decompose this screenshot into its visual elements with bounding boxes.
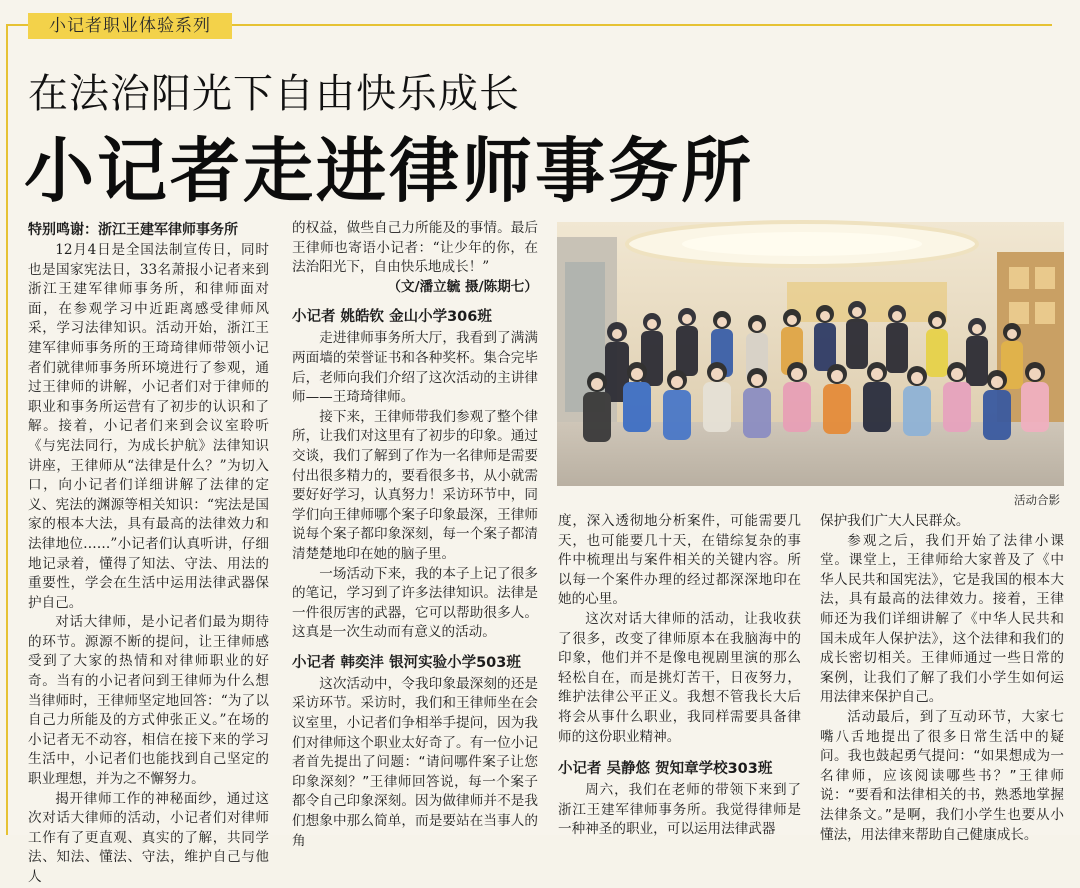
series-tag: 小记者职业体验系列 xyxy=(28,13,232,39)
acknowledgement: 特别鸣谢：浙江王建军律师事务所 xyxy=(28,221,238,237)
paragraph: 揭开律师工作的神秘面纱，通过这次对话大律师的活动，小记者们对律师工作有了更直观、真实的了解，共同学法、知法、懂法、守法，维护自己与他人 xyxy=(28,790,269,885)
lead-paragraph: 12月4日是全国法制宣传日，同时也是国家宪法日，33名萧报小记者来到浙江王建军律师事务所，和律师面对面，在参观学习中近距离感受律师风采，学习法律知识。活动开始，浙江王建军律师事务所的王琦琦律师带领小记者们就律师事务所环境进行了参观，通过王律师的讲解，小记者们对于律师的职业和事务所运营有了初步的认识和了解。接着，小记者们来到会议室聆听《与宪法同行，为成长护航》法律知识讲座，王律师从“法律是什么？”为切入口，向小记者们详细讲解了法律的定义、宪法的渊源等相关知识：“宪法是国家的根本大法，具有最高的法律效力和法律地位……”小记者们认真听讲，仔细地记录着，懂得了知法、守法、用法的重要性，学会在生活中运用法律武器保护自己。 xyxy=(28,242,269,611)
article-column-1 xyxy=(28,219,269,888)
main-headline: 小记者走进律师事务所 xyxy=(24,130,754,212)
paragraph: 接下来，王律师带我们参观了整个律所，让我们对这里有了初步的印象。通过交谈，我们了解到了作为一名律师是需要付出很多精力的，要看很多书，从小就需要好好学习，认真努力！采访环节中，同学们向王律师哪个案子印象最深，王律师说每个案子都印象深刻，每一个案子都清清楚楚地印在她的脑子里。 xyxy=(292,408,538,562)
group-photo-image xyxy=(557,222,1064,486)
photo-caption: 活动合影 xyxy=(1014,493,1060,507)
paragraph: 参观之后，我们开始了法律小课堂。课堂上，王律师给大家普及了《中华人民共和国宪法》，它是我国的根本大法，具有最高的法律效力。接着，王律师还为我们详细讲解了《中华人民共和国未成年人保护法》，这个法律和我们的成长密切相关。王律师通过一些日常的案例，让我们了解了我们小学生如何运用法律来保护自己。 xyxy=(820,532,1064,706)
paragraph: 走进律师事务所大厅，我看到了满满两面墙的荣誉证书和各种奖杯。集合完毕后，老师向我们介绍了这次活动的主讲律师——王琦琦律师。 xyxy=(292,330,538,406)
paragraph: 周六，我们在老师的带领下来到了浙江王建军律师事务所。我觉得律师是一种神圣的职业，可以运用法律武器 xyxy=(558,782,801,838)
group-photo xyxy=(557,222,1064,486)
paragraph: 保护我们广大人民群众。 xyxy=(820,513,970,529)
reporter-byline: 小记者 韩奕沣 银河实验小学503班 xyxy=(292,654,521,671)
paragraph: 一场活动下来，我的本子上记了很多的笔记，学习到了许多法律知识。法律是一件很厉害的武器，它可以帮助很多人。这真是一次生动而有意义的活动。 xyxy=(292,565,538,641)
photo-credit: （文/潘立毓 摄/陈期七） xyxy=(387,278,538,295)
reporter-byline: 小记者 吴静悠 贺知章学校303班 xyxy=(558,761,773,778)
paragraph: 对话大律师，是小记者们最为期待的环节。源源不断的提问，让王律师感受到了大家的热情和对律师职业的好奇。当有的小记者问到王律师为什么想当律师时，王律师坚定地回答：“为了以自己力所能及的方式伸张正义。”在场的小记者无不动容，相信在接下来的学习生活中，小记者们也能找到自己坚定的职业理想，并为之不懈努力。 xyxy=(28,614,269,788)
paragraph: 这次对话大律师的活动，让我收获了很多，改变了律师原本在我脑海中的印象，他们并不是像电视剧里演的那么轻松自在，而是挑灯苦干，日夜努力，维护法律公平正义。我想不管我长大后将会从事什么职业，我同样需要具备律师的这份职业精神。 xyxy=(558,610,801,745)
paragraph: 度，深入透彻地分析案件，可能需要几天，也可能要几十天，在错综复杂的事件中梳理出与案件相关的关键内容。所以每一个案件办理的经过都深深地印在她的心里。 xyxy=(558,513,801,608)
paragraph: 这次活动中，令我印象最深刻的还是采访环节。采访时，我们和王律师坐在会议室里，小记者们争相举手提问，因为我们对律师这个职业太好奇了。有一位小记者首先提出了问题：“请问哪件案子让您印象深刻？”王律师回答说，每一个案子都令自己印象深刻。因为做律师并不是我们想象中那么简单，而是要站在当事人的角 xyxy=(292,675,538,849)
paragraph: 活动最后，到了互动环节，大家七嘴八舌地提出了很多日常生活中的疑问。我也鼓起勇气提问：“如果想成为一名律师，应该阅读哪些书？”王律师说：“要看和法律相关的书，熟悉地掌握法律条文。”是啊，我们小学生也要从小懂法，用法律来帮助自己健康成长。 xyxy=(820,708,1064,843)
article-column-4 xyxy=(820,512,1064,845)
kicker-headline: 在法治阳光下自由快乐成长 xyxy=(28,71,520,117)
top-rule xyxy=(232,24,1052,26)
reporter-byline: 小记者 姚皓钦 金山小学306班 xyxy=(292,309,492,326)
article-column-3 xyxy=(558,512,801,840)
paragraph: 的权益，做些自己力所能及的事情。最后王律师也寄语小记者：“让少年的你，在法治阳光下，自由快乐地成长！” xyxy=(292,220,538,276)
left-rule-corner xyxy=(6,24,28,26)
left-rule xyxy=(6,24,8,835)
article-column-2 xyxy=(292,219,538,851)
